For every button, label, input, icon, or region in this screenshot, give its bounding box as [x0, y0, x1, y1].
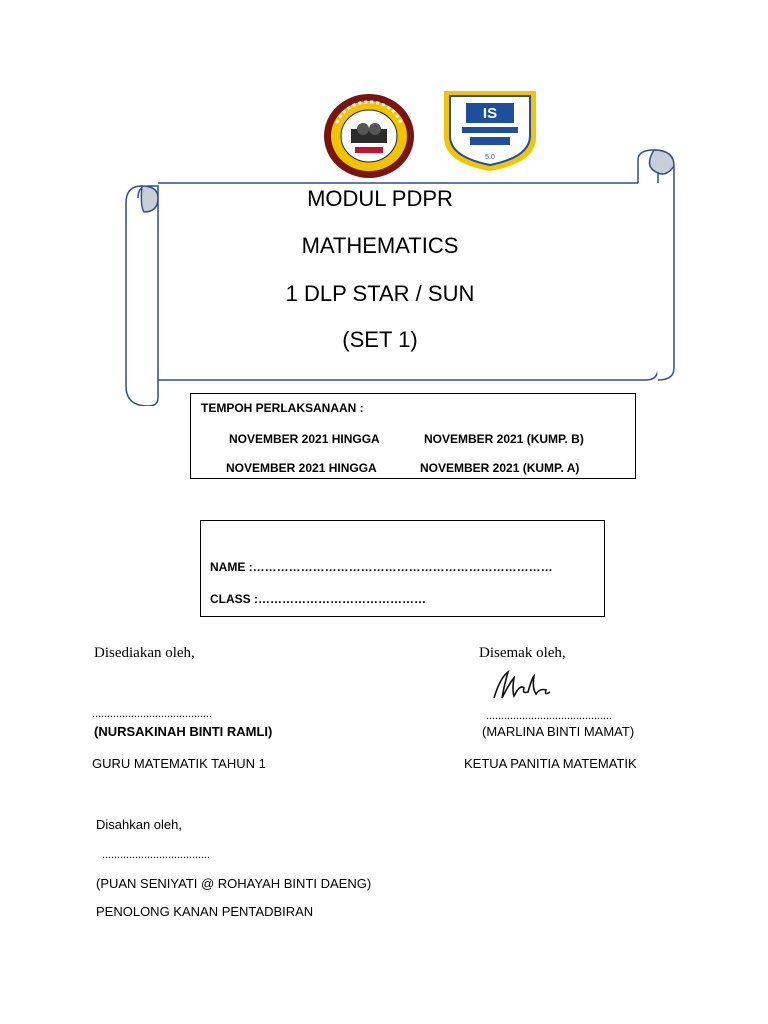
subject-title: MATHEMATICS: [301, 233, 459, 258]
prepared-name: (NURSAKINAH BINTI RAMLI): [94, 724, 273, 739]
period-row2-end: NOVEMBER 2021 (KUMP. A): [420, 461, 580, 475]
checked-role: KETUA PANITIA MATEMATIK: [464, 756, 637, 771]
student-info-box: [200, 520, 605, 617]
approved-by-label: Disahkan oleh,: [96, 817, 182, 832]
class-field[interactable]: CLASS :……………………………………: [210, 592, 426, 606]
prepared-role: GURU MATEMATIK TAHUN 1: [92, 756, 266, 771]
shield-version-text: 5.0: [485, 154, 495, 161]
implementation-period-box: [190, 393, 636, 479]
svg-text:IS: IS: [482, 105, 498, 122]
checked-by-label: Disemak oleh,: [479, 645, 566, 661]
checked-signature-line: ..........................................: [486, 708, 612, 722]
approved-name: (PUAN SENIYATI @ ROHAYAH BINTI DAENG): [96, 876, 372, 891]
period-heading: TEMPOH PERLAKSANAAN :: [201, 401, 364, 415]
period-row2-start: NOVEMBER 2021 HINGGA: [226, 461, 377, 475]
approved-signature-line: ....................................: [102, 847, 210, 861]
period-row1-start: NOVEMBER 2021 HINGGA: [229, 432, 380, 446]
class-title: 1 DLP STAR / SUN: [285, 281, 475, 306]
approved-role: PENOLONG KANAN PENTADBIRAN: [96, 904, 314, 919]
period-row1-end: NOVEMBER 2021 (KUMP. B): [424, 432, 584, 446]
name-field[interactable]: NAME :…………………………………………………………………: [210, 560, 553, 574]
module-title: MODUL PDPR: [307, 186, 453, 211]
checker-signature: [490, 668, 560, 704]
checked-name: (MARLINA BINTI MAMAT): [482, 724, 635, 739]
prepared-signature-line: ........................................: [92, 706, 212, 720]
set-title: (SET 1): [342, 327, 418, 352]
prepared-by-label: Disediakan oleh,: [94, 645, 195, 661]
